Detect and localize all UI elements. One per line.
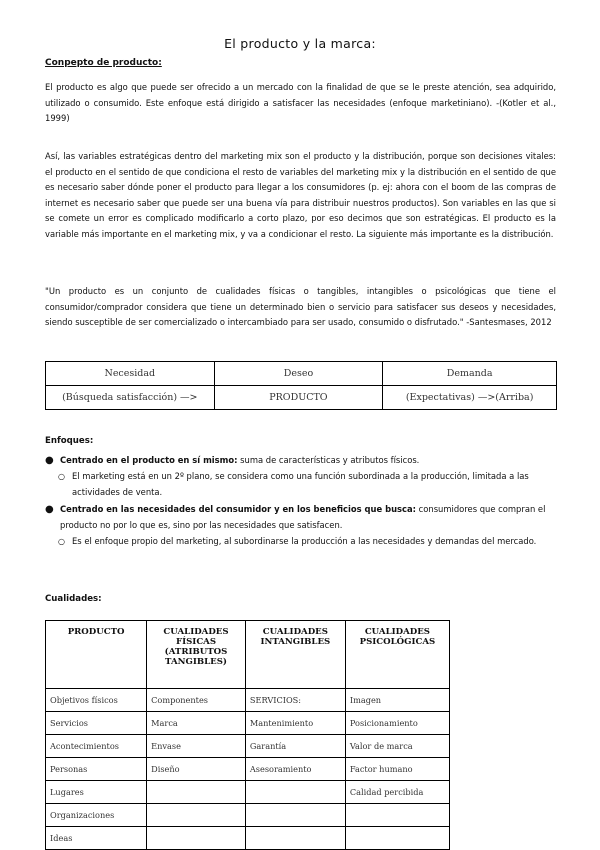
table-cell <box>245 781 345 804</box>
table-cell: Objetivos físicos <box>46 689 147 712</box>
table-cell: Componentes <box>147 689 246 712</box>
table-cell <box>147 781 246 804</box>
table-cell: Necesidad <box>46 362 215 386</box>
circle-bullet-icon: ○ <box>58 537 65 546</box>
table-header: CUALIDADES INTANGIBLES <box>245 621 345 689</box>
list-item-bold: Centrado en el producto en sí mismo: <box>60 455 238 465</box>
table-header: CUALIDADES FÍSICAS (ATRIBUTOS TANGIBLES) <box>147 621 246 689</box>
table-cell: (Expectativas) —>(Arriba) <box>383 386 557 410</box>
table-cell: Mantenimiento <box>245 712 345 735</box>
table-cell: Acontecimientos <box>46 735 147 758</box>
table-cell: Diseño <box>147 758 246 781</box>
table-row <box>46 689 450 712</box>
list-item-text: consumidores que compran el producto no por lo que es, sino por las necesidades que satisfacen. <box>60 504 546 530</box>
table-cell: Personas <box>46 758 147 781</box>
table-cell <box>345 827 449 850</box>
table-row <box>46 386 557 410</box>
necesidad-table <box>45 361 557 410</box>
table-cell: Marca <box>147 712 246 735</box>
paragraph-definition: El producto es algo que puede ser ofrecido a un mercado con la finalidad de que se le preste atención, sea adquirido, utilizado o consumido. Este enfoque está dirigido a satisfacer las necesidades (enfoque marketiniano). -(Kotler et al., 1999) <box>45 82 556 123</box>
list-item-text: El marketing está en un 2º plano, se considera como una función subordinada a la producción, limitada a las actividades de venta. <box>72 471 529 497</box>
table-cell: Factor humano <box>345 758 449 781</box>
table-cell: (Búsqueda satisfacción) —> <box>46 386 215 410</box>
table-cell: Imagen <box>345 689 449 712</box>
list-subitem <box>58 469 557 500</box>
table-cell: SERVICIOS: <box>245 689 345 712</box>
list-item-text: Es el enfoque propio del marketing, al subordinarse la producción a las necesidades y demandas del mercado. <box>72 536 537 546</box>
enfoques-heading: Enfoques: <box>45 436 94 446</box>
list-item-text: suma de características y atributos físicos. <box>237 455 420 465</box>
table-cell: PRODUCTO <box>214 386 383 410</box>
table-header: CUALIDADES PSICOLÓGICAS <box>345 621 449 689</box>
table-cell: Valor de marca <box>345 735 449 758</box>
table-cell: Lugares <box>46 781 147 804</box>
paragraph-quote: "Un producto es un conjunto de cualidades físicas o tangibles, intangibles o psicológicas que tiene el consumidor/comprador considera que tiene un determinado bien o servicio para satisfacer sus deseos y necesidades, siendo susceptible de ser comercializado o intercambiado para ser usado, consumido o disfrutado." -Santesmases, 2012 <box>45 286 556 327</box>
table-cell: Organizaciones <box>46 804 147 827</box>
table-cell: Asesoramiento <box>245 758 345 781</box>
list-item <box>45 453 557 469</box>
table-cell: Deseo <box>214 362 383 386</box>
list-subitem <box>58 534 557 550</box>
table-cell <box>245 827 345 850</box>
table-header: PRODUCTO <box>46 621 147 689</box>
table-cell: Posicionamiento <box>345 712 449 735</box>
table-cell <box>147 827 246 850</box>
table-row <box>46 362 557 386</box>
table-row <box>46 758 450 781</box>
table-row <box>46 735 450 758</box>
table-cell: Garantía <box>245 735 345 758</box>
table-cell <box>147 804 246 827</box>
table-row <box>46 781 450 804</box>
table-cell: Servicios <box>46 712 147 735</box>
table-cell <box>245 804 345 827</box>
table-cell: Demanda <box>383 362 557 386</box>
table-cell: Ideas <box>46 827 147 850</box>
table-cell: Calidad percibida <box>345 781 449 804</box>
table-header-row <box>46 621 450 689</box>
list-item-bold: Centrado en las necesidades del consumidor y en los beneficios que busca: <box>60 504 416 514</box>
paragraph-variables: Así, las variables estratégicas dentro del marketing mix son el producto y la distribución, porque son decisiones vitales: el producto en el sentido de que condiciona el resto de variables del marketing mix y la distribución en el sentido de que es necesario saber dónde poner el producto para llegar a los consumidores (p. ej: ahora con el boom de las compras de internet es necesario saber que puede ser una buena vía para distribuir nuestros productos). Son variables en las que si se comete un error es complicado modificarlo a corto plazo, por eso decimos que son estratégicas. El producto es la variable más importante en el marketing mix, y va a condicionar el resto. La siguiente más importante es la distribución. <box>45 151 556 239</box>
table-row <box>46 712 450 735</box>
circle-bullet-icon: ○ <box>58 472 65 481</box>
table-cell: Envase <box>147 735 246 758</box>
bullet-icon: ● <box>45 455 54 466</box>
bullet-icon: ● <box>45 504 54 515</box>
page-title: El producto y la marca: <box>224 36 376 51</box>
cualidades-table <box>45 620 450 850</box>
cualidades-heading: Cualidades: <box>45 594 102 604</box>
table-row <box>46 827 450 850</box>
list-item <box>45 502 557 533</box>
table-row <box>46 804 450 827</box>
section-heading: Conpepto de producto: <box>45 58 162 68</box>
table-cell <box>345 804 449 827</box>
